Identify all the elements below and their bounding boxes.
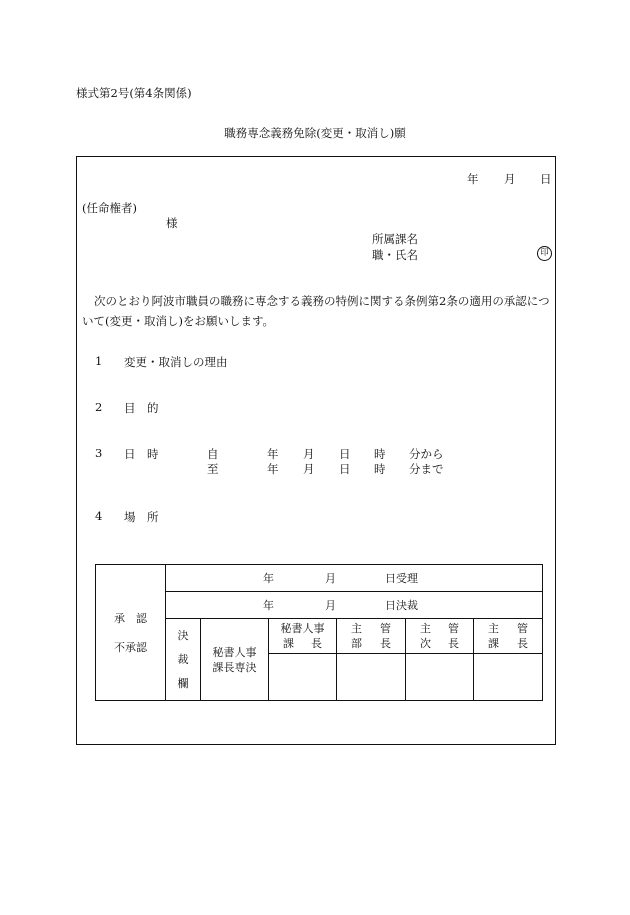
date-day-label: 日	[540, 172, 552, 186]
seal-mark: 印	[537, 246, 552, 261]
role-4-line-2b: 長	[517, 637, 528, 650]
name-label: 職・氏名	[372, 248, 418, 262]
to-suffix: 分まで	[409, 462, 444, 476]
decision-column-label	[166, 619, 201, 701]
decided-year: 年	[263, 598, 274, 612]
approve-label: 承 認	[114, 611, 147, 625]
disapprove-label: 不承認	[114, 640, 147, 654]
from-suffix: 分から	[409, 447, 444, 461]
item-2-label: 目 的	[124, 401, 159, 415]
role-1-line-1: 秘書人事	[280, 622, 325, 635]
to-hour: 時	[374, 462, 386, 476]
decision-char-1: 決	[177, 628, 189, 642]
decision-char-3: 欄	[177, 676, 189, 690]
decided-suffix: 日決裁	[385, 598, 418, 612]
role-4-line-2a: 課	[488, 637, 499, 650]
role-3-line-1b: 管	[448, 622, 459, 635]
item-1-number: 1	[95, 354, 103, 368]
item-2-number: 2	[95, 400, 103, 414]
document-title: 職務専念義務免除(変更・取消し)願	[224, 126, 406, 140]
stamp-cell-2[interactable]	[337, 654, 406, 701]
item-4-number: 4	[95, 509, 103, 523]
role-3-line-1a: 主	[420, 622, 431, 635]
appointer-honorific: 様	[166, 216, 178, 230]
role-deputy-head	[406, 619, 474, 654]
stamp-cell-4[interactable]	[474, 654, 543, 701]
delegated-line-2: 課長専決	[212, 660, 257, 674]
item-1-label: 変更・取消しの理由	[124, 355, 228, 369]
from-month: 月	[303, 447, 315, 461]
role-4-line-1b: 管	[517, 622, 528, 635]
decision-char-2: 裁	[177, 652, 189, 666]
to-day: 日	[339, 462, 351, 476]
delegated-label	[201, 619, 269, 701]
department-label: 所属課名	[372, 232, 418, 246]
received-suffix: 日受理	[385, 571, 418, 585]
stamp-cell-1[interactable]	[269, 654, 337, 701]
from-prefix: 自	[207, 447, 219, 461]
received-year: 年	[263, 571, 274, 585]
role-2-line-1b: 管	[380, 622, 391, 635]
approval-table	[95, 564, 543, 701]
date-month-label: 月	[504, 172, 516, 186]
role-2-line-1a: 主	[351, 622, 362, 635]
appointer-label: (任命権者)	[82, 201, 137, 215]
delegated-line-1: 秘書人事	[212, 645, 257, 659]
from-hour: 時	[374, 447, 386, 461]
item-3-number: 3	[95, 446, 103, 460]
role-4-line-1a: 主	[488, 622, 499, 635]
received-date-cell	[166, 565, 543, 592]
from-year: 年	[267, 447, 279, 461]
decided-month: 月	[325, 598, 336, 612]
form-number: 様式第2号(第4条関係)	[76, 86, 192, 100]
stamp-cell-3[interactable]	[406, 654, 474, 701]
role-secretary-personnel-chief	[269, 619, 337, 654]
approve-disapprove-cell	[96, 565, 166, 701]
date-year-label: 年	[467, 172, 479, 186]
item-4-label: 場 所	[124, 510, 159, 524]
role-1-line-2a: 課	[283, 637, 294, 650]
role-section-chief	[474, 619, 543, 654]
item-3-label: 日 時	[124, 447, 159, 461]
to-month: 月	[303, 462, 315, 476]
decided-date-cell	[166, 592, 543, 619]
role-department-head	[337, 619, 406, 654]
role-2-line-2a: 部	[351, 637, 362, 650]
from-day: 日	[339, 447, 351, 461]
request-body-text: 次のとおり阿波市職員の職務に専念する義務の特例に関する条例第2条の適用の承認について(変更・取消し)をお願いします。	[82, 294, 550, 328]
role-3-line-2b: 長	[448, 637, 459, 650]
role-1-line-2b: 長	[311, 637, 322, 650]
to-year: 年	[267, 462, 279, 476]
to-prefix: 至	[207, 462, 219, 476]
role-3-line-2a: 次	[420, 637, 431, 650]
received-month: 月	[325, 571, 336, 585]
role-2-line-2b: 長	[380, 637, 391, 650]
